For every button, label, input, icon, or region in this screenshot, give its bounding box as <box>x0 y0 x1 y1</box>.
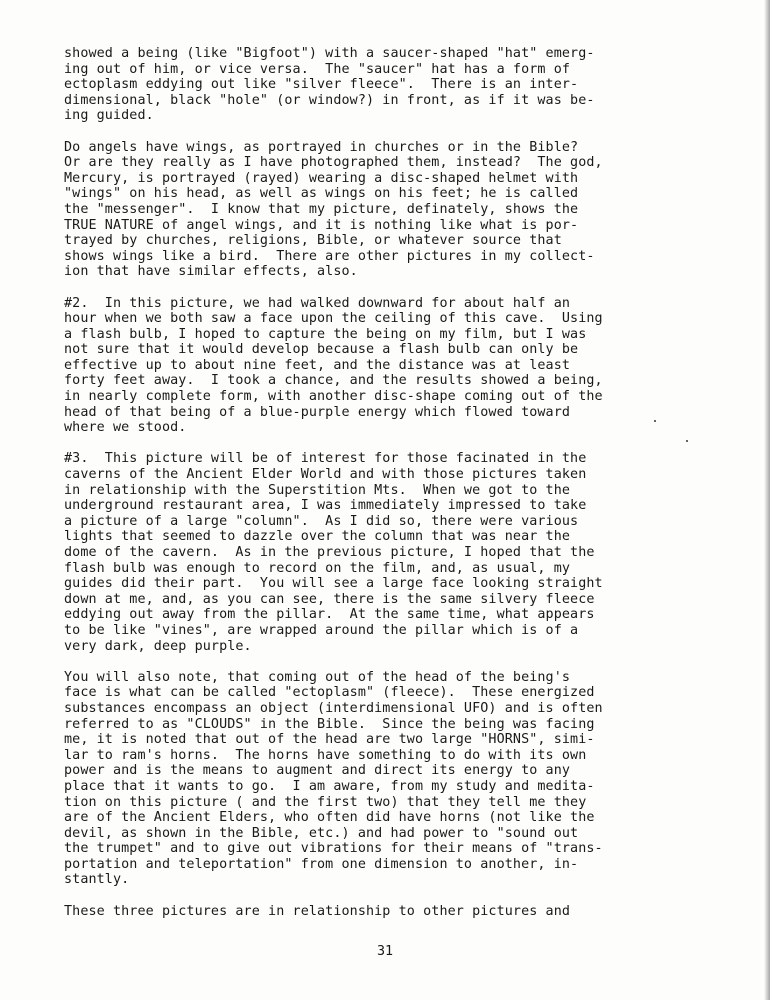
paragraph <box>64 46 704 124</box>
text-line: very dark, deep purple. <box>64 638 252 654</box>
text-line: a picture of a large "column". As I did so, there were various <box>64 513 579 529</box>
paragraph <box>64 670 704 888</box>
text-line: down at me, and, as you can see, there is the same silvery fleece <box>64 591 595 607</box>
text-line: forty feet away. I took a chance, and the results showed a being, <box>64 373 603 389</box>
text-line: TRUE NATURE of angel wings, and it is nothing like what is por- <box>64 217 579 233</box>
text-line: ion that have similar effects, also. <box>64 264 358 280</box>
text-line: dimensional, black "hole" (or window?) in front, as if it was be- <box>64 92 595 108</box>
text-line: Do angels have wings, as portrayed in churches or in the Bible? <box>64 139 579 155</box>
text-line: "wings" on his head, as well as wings on his feet; he is called <box>64 186 579 202</box>
text-line: in nearly complete form, with another disc-shape coming out of the <box>64 389 603 405</box>
text-line: power and is the means to augment and direct its energy to any <box>64 763 571 779</box>
text-line: flash bulb was enough to record on the film, and, as usual, my <box>64 560 571 576</box>
speck-mark <box>686 440 688 442</box>
page-number: 31 <box>376 944 394 959</box>
paragraph <box>64 296 704 436</box>
text-line: lar to ram's horns. The horns have something to do with its own <box>64 747 587 763</box>
paragraph <box>64 904 704 920</box>
text-line: ing guided. <box>64 108 154 124</box>
text-line: a flash bulb, I hoped to capture the being on my film, but I was <box>64 326 587 342</box>
text-line: portation and teleportation" from one dimension to another, in- <box>64 856 579 872</box>
text-line: effective up to about nine feet, and the distance was at least <box>64 357 571 373</box>
text-line: trayed by churches, religions, Bible, or whatever source that <box>64 233 562 249</box>
text-line: caverns of the Ancient Elder World and with those pictures taken <box>64 467 587 483</box>
text-line: referred to as "CLOUDS" in the Bible. Since the being was facing <box>64 716 595 732</box>
body-text <box>64 46 704 935</box>
text-line: showed a being (like "Bigfoot") with a saucer-shaped "hat" emerg- <box>64 46 595 61</box>
text-line: shows wings like a bird. There are other pictures in my collect- <box>64 248 595 264</box>
text-line: These three pictures are in relationship to other pictures and <box>64 903 571 919</box>
text-line: are of the Ancient Elders, who often did have horns (not like the <box>64 810 595 826</box>
text-line: ectoplasm eddying out like "silver fleece". There is an inter- <box>64 77 579 93</box>
text-line: ing out of him, or vice versa. The "saucer" hat has a form of <box>64 61 571 77</box>
text-line: where we stood. <box>64 420 187 436</box>
text-line: in relationship with the Superstition Mts. When we got to the <box>64 482 571 498</box>
text-line: underground restaurant area, I was immediately impressed to take <box>64 498 587 514</box>
text-line: not sure that it would develop because a flash bulb can only be <box>64 342 579 358</box>
paragraph <box>64 140 704 280</box>
text-line: the trumpet" and to give out vibrations for their means of "trans- <box>64 841 603 857</box>
speck-mark <box>654 420 656 422</box>
text-line: #2. In this picture, we had walked downward for about half an <box>64 295 571 311</box>
text-line: to be like "vines", are wrapped around the pillar which is of a <box>64 622 579 638</box>
page-edge-shadow <box>764 0 770 1000</box>
text-line: eddying out away from the pillar. At the same time, what appears <box>64 607 595 623</box>
text-line: devil, as shown in the Bible, etc.) and had power to "sound out <box>64 825 579 841</box>
text-line: the "messenger". I know that my picture, definately, shows the <box>64 201 579 217</box>
text-line: #3. This picture will be of interest for those facinated in the <box>64 451 587 467</box>
text-line: place that it wants to go. I am aware, from my study and medita- <box>64 778 595 794</box>
text-line: face is what can be called "ectoplasm" (fleece). These energized <box>64 685 595 701</box>
text-line: stantly. <box>64 872 130 888</box>
text-line: head of that being of a blue-purple energy which flowed toward <box>64 404 571 420</box>
text-line: hour when we both saw a face upon the ceiling of this cave. Using <box>64 311 603 327</box>
text-line: dome of the cavern. As in the previous picture, I hoped that the <box>64 545 595 560</box>
text-line: Mercury, is portrayed (rayed) wearing a disc-shaped helmet with <box>64 170 579 186</box>
text-line: guides did their part. You will see a large face looking straight <box>64 576 603 592</box>
paragraph <box>64 451 704 654</box>
text-line: substances encompass an object (interdimensional UFO) and is often <box>64 700 603 716</box>
text-line: lights that seemed to dazzle over the column that was near the <box>64 529 571 545</box>
text-line: Or are they really as I have photographed them, instead? The god, <box>64 155 603 171</box>
text-line: You will also note, that coming out of the head of the being's <box>64 669 571 685</box>
text-line: me, it is noted that out of the head are two large "HORNS", simi- <box>64 732 595 748</box>
text-line: tion on this picture ( and the first two) that they tell me they <box>64 794 587 810</box>
